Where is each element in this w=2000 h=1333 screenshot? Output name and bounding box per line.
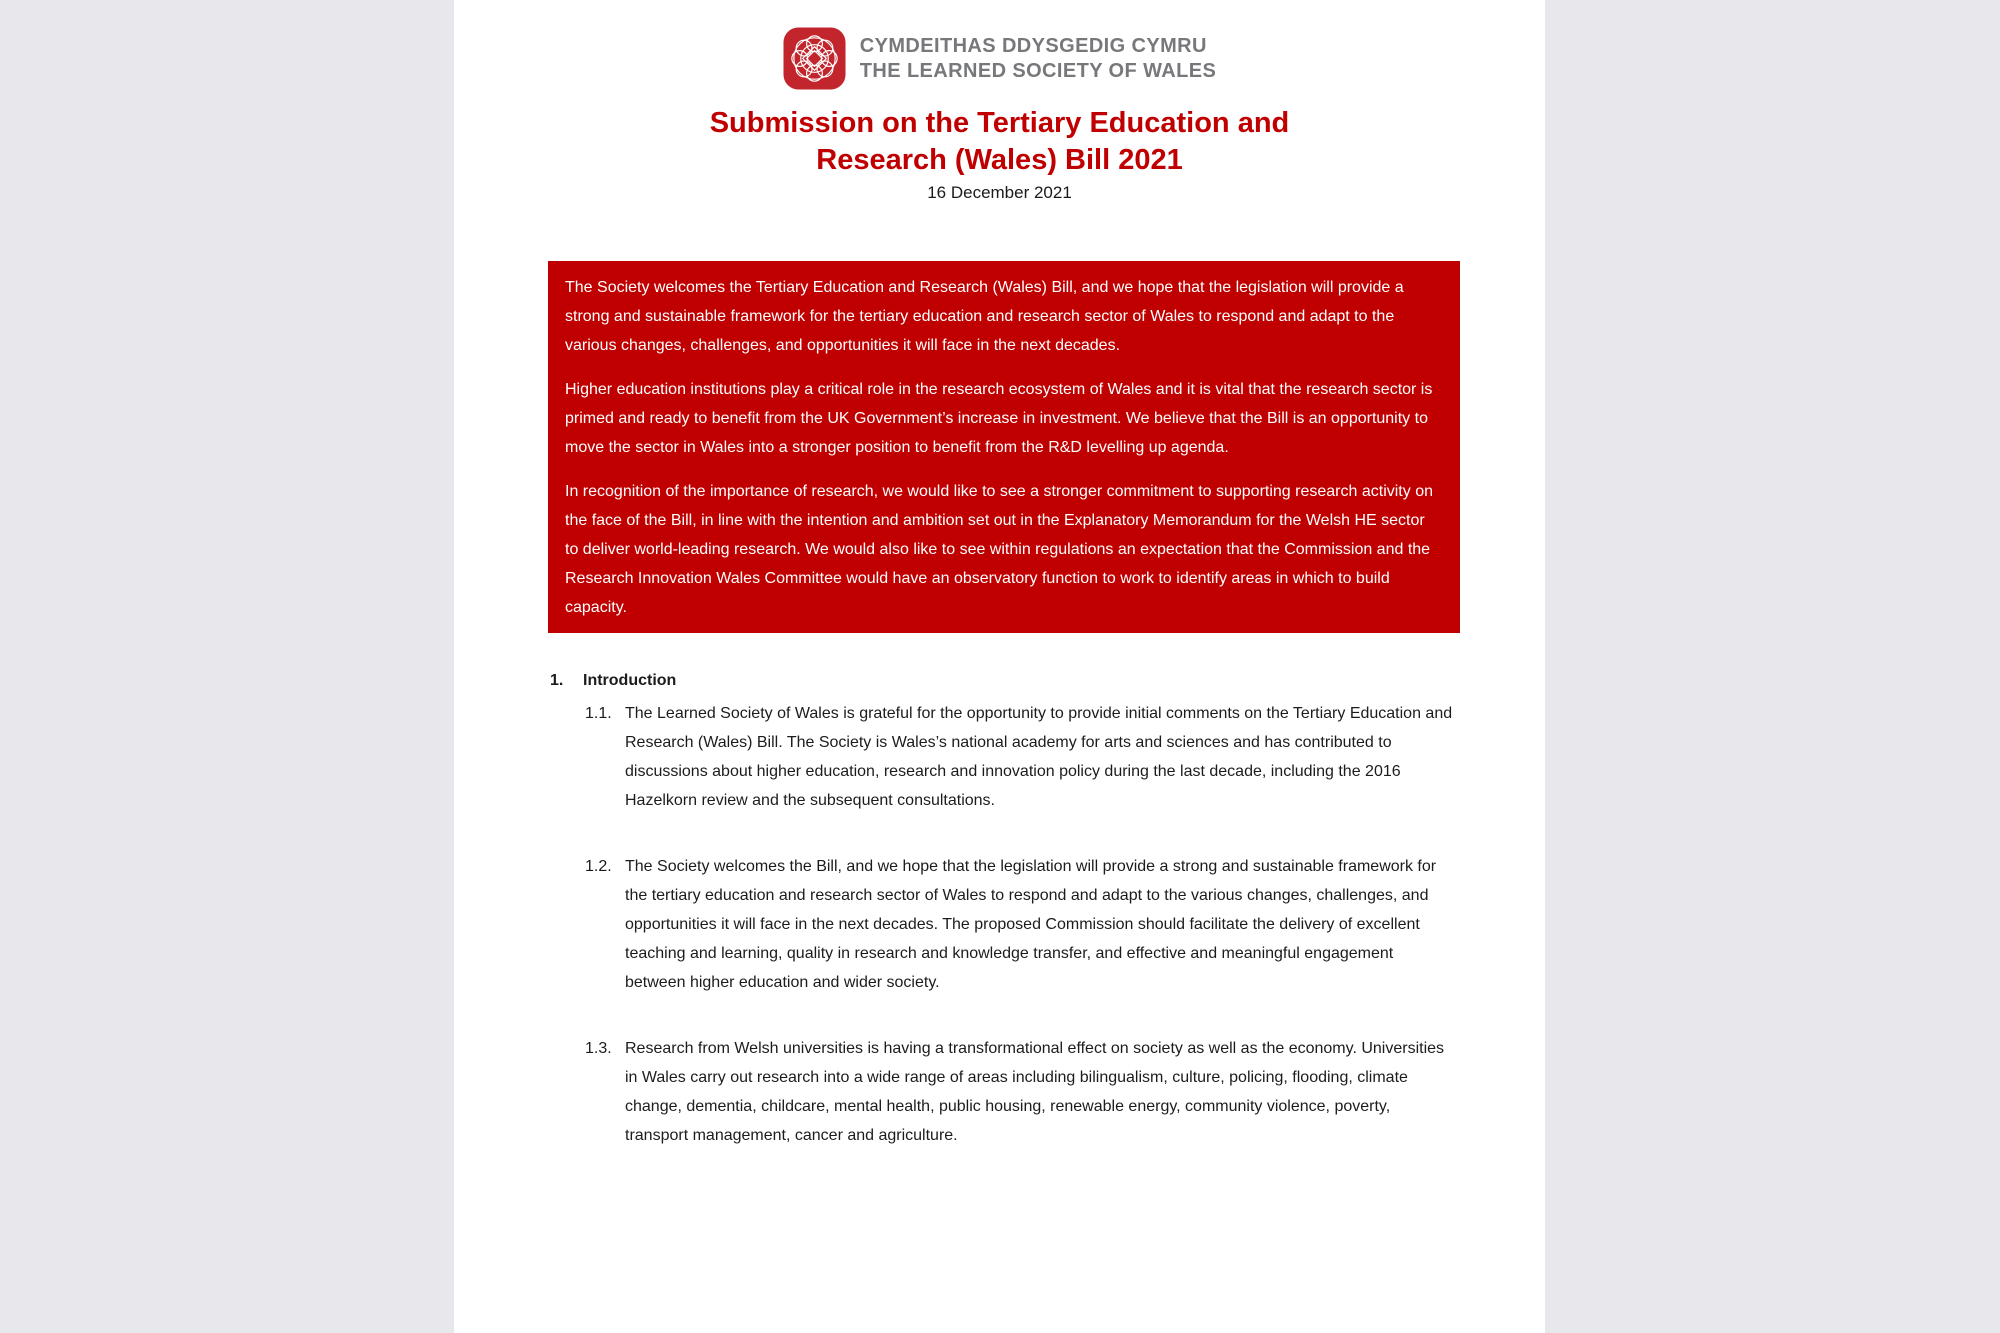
section-heading-row bbox=[550, 666, 1457, 695]
section-heading: Introduction bbox=[583, 672, 677, 689]
title-line-2: Research (Wales) Bill 2021 bbox=[816, 144, 1183, 176]
org-name-welsh: CYMDEITHAS DDYSGEDIG CYMRU bbox=[859, 34, 1207, 57]
list-item bbox=[585, 699, 1457, 815]
document-title bbox=[454, 105, 1545, 179]
title-line-1: Submission on the Tertiary Education and bbox=[709, 107, 1290, 139]
list-item bbox=[585, 1034, 1457, 1150]
item-text: The Learned Society of Wales is grateful for the opportunity to provide initial comments on the Tertiary Education and Research (Wales) Bill. The Society is Wales’s national academy for arts and sciences and has contributed to discussions about higher education, research and innovation policy during the last decade, including the 2016 Hazelkorn review and the subsequent consultations. bbox=[625, 705, 1453, 809]
item-number: 1.3. bbox=[585, 1040, 612, 1057]
section-number: 1. bbox=[550, 672, 564, 689]
summary-paragraph: Higher education institutions play a critical role in the research ecosystem of Wales and it is vital that the research sector is primed and ready to benefit from the UK Government’s increase in investment. We believe that the Bill is an opportunity to move the sector in Wales into a stronger position to benefit from the R&D levelling up agenda. bbox=[565, 381, 1433, 456]
summary-box bbox=[548, 261, 1460, 633]
logo-text bbox=[860, 34, 1216, 84]
document-date: 16 December 2021 bbox=[927, 183, 1072, 202]
summary-paragraph: In recognition of the importance of research, we would like to see a stronger commitment to supporting research activity on the face of the Bill, in line with the intention and ambition set out in the Explanatory Memorandum for the Welsh HE sector to deliver world-leading research. We would also like to see within regulations an expectation that the Commission and the Research Innovation Wales Committee would have an observatory function to work to identify areas in which to build capacity. bbox=[565, 483, 1433, 616]
summary-paragraph: The Society welcomes the Tertiary Education and Research (Wales) Bill, and we hope that the legislation will provide a strong and sustainable framework for the tertiary education and research sector of Wales to respond and adapt to the various changes, challenges, and opportunities it will face in the next decades. bbox=[565, 279, 1404, 354]
org-logo bbox=[454, 27, 1545, 90]
section-introduction bbox=[550, 666, 1457, 1150]
item-number: 1.2. bbox=[585, 858, 612, 875]
org-name-english: THE LEARNED SOCIETY OF WALES bbox=[859, 59, 1217, 82]
list-item bbox=[585, 852, 1457, 997]
document-page bbox=[454, 0, 1545, 1333]
item-text: Research from Welsh universities is having a transformational effect on society as well as the economy. Universities in Wales carry out research into a wide range of areas including bilingualism, culture, policing, flooding, climate change, dementia, childcare, mental health, public housing, renewable energy, community violence, poverty, transport management, cancer and agriculture. bbox=[625, 1040, 1445, 1144]
learned-society-knot-icon bbox=[783, 27, 846, 90]
item-number: 1.1. bbox=[585, 705, 612, 722]
item-text: The Society welcomes the Bill, and we hope that the legislation will provide a strong and sustainable framework for the tertiary education and research sector of Wales to respond and adapt to the various changes, challenges, and opportunities it will face in the next decades. The proposed Commission should facilitate the delivery of excellent teaching and learning, quality in research and knowledge transfer, and effective and meaningful engagement between higher education and wider society. bbox=[625, 858, 1437, 991]
